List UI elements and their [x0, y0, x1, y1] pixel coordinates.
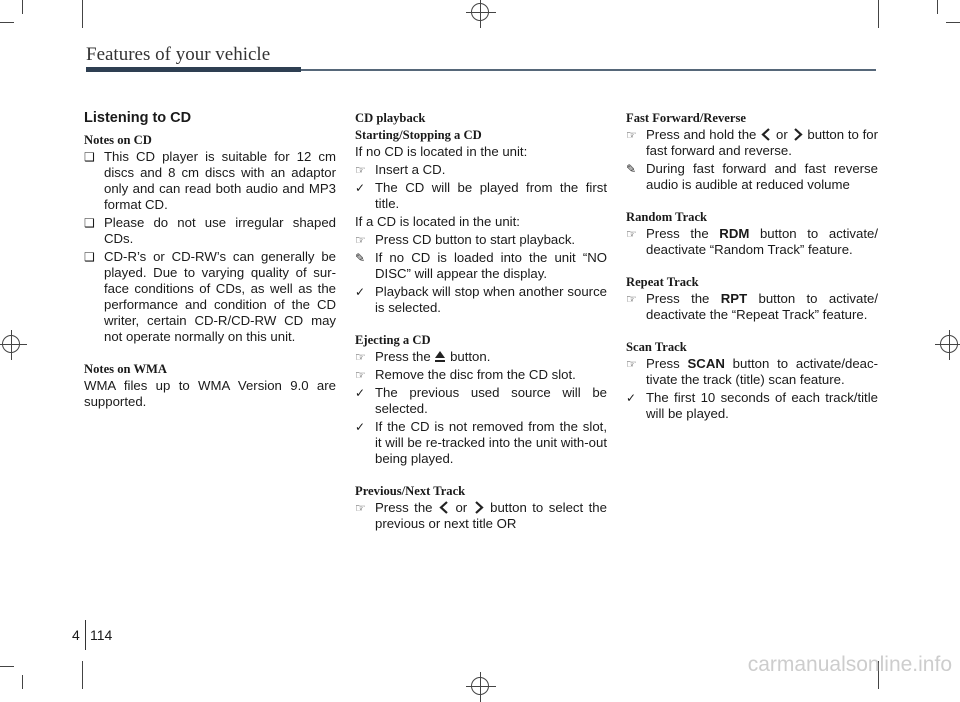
- chevron-left-icon: [438, 501, 450, 514]
- inline-text: Press the: [646, 226, 709, 241]
- inline-text: Press the: [375, 500, 433, 515]
- inline-text: Press the: [646, 291, 710, 306]
- chevron-right-icon: [792, 128, 804, 141]
- list-item: [355, 232, 607, 248]
- pointing-hand-icon: ☞: [626, 357, 637, 371]
- list-item-text: CD-R’s or CD-RW’s can generally be played. Due to varying quality of sur-face conditions of CDs, as well as the performance and condition of the CD writer, certain CD-R/CD-RW CD may not operate normally on this unit.: [104, 249, 336, 344]
- crop-mark: [82, 661, 83, 689]
- paragraph: WMA files up to WMA Version 9.0 are supported.: [84, 378, 336, 409]
- list-item: [84, 149, 336, 213]
- crop-mark: [0, 666, 14, 667]
- registration-mark: [940, 335, 958, 353]
- list-item-text: The CD will be played from the first title.: [375, 180, 607, 211]
- inline-text: Press the: [375, 349, 431, 364]
- list-item: [355, 250, 607, 282]
- crop-mark: [946, 22, 960, 23]
- checkbox-bullet-icon: ❑: [84, 250, 95, 264]
- list-item: [626, 390, 878, 422]
- check-icon: ✓: [626, 391, 637, 405]
- list-item: [355, 500, 607, 532]
- list-item-text: Please do not use irregular shaped CDs.: [104, 215, 336, 246]
- watermark: carmanualsonline.info: [747, 653, 952, 676]
- pointing-hand-icon: ☞: [626, 227, 637, 241]
- inline-text: button to select the previous or next title OR: [375, 500, 607, 531]
- inline-text: button to activate/ deactivate “Random Track” feature.: [646, 226, 878, 257]
- list-item-text: [375, 500, 607, 532]
- subheading-cd-playback: CD playback: [355, 111, 426, 125]
- header-rule: [86, 67, 301, 72]
- crop-mark: [878, 0, 879, 28]
- pointing-hand-icon: ☞: [355, 350, 366, 364]
- list-item: [626, 291, 878, 323]
- pointing-hand-icon: ☞: [355, 233, 366, 247]
- subheading-notes-wma: Notes on WMA: [84, 362, 168, 376]
- header-rule: [301, 69, 876, 71]
- list-item-text: Insert a CD.: [375, 162, 446, 177]
- list-item: [626, 356, 878, 388]
- pencil-note-icon: ✎: [355, 251, 366, 265]
- pointing-hand-icon: ☞: [626, 292, 637, 306]
- rpt-key-label: RPT: [720, 291, 748, 306]
- list-item-text: Press CD button to start playback.: [375, 232, 576, 247]
- subheading-ff-rev: Fast Forward/Reverse: [626, 111, 746, 125]
- column-left: [84, 110, 336, 412]
- list-item: [355, 284, 607, 316]
- list-item-text: Remove the disc from the CD slot.: [375, 367, 576, 382]
- chevron-right-icon: [473, 501, 485, 514]
- inline-text: or: [776, 127, 788, 142]
- check-icon: ✓: [355, 420, 366, 434]
- registration-mark: [2, 335, 20, 353]
- registration-mark: [471, 677, 489, 695]
- list-item-text: If the CD is not removed from the slot, it will be re-tracked into the unit with-out being played.: [375, 419, 607, 466]
- chevron-left-icon: [760, 128, 772, 141]
- list-item: [355, 162, 607, 178]
- list-item-text: [646, 127, 878, 159]
- column-right: [626, 110, 878, 424]
- checkbox-bullet-icon: ❑: [84, 150, 95, 164]
- eject-icon: [434, 350, 446, 363]
- list-item-text: [646, 356, 878, 388]
- list-item: [355, 180, 607, 212]
- list-item: [84, 215, 336, 247]
- chapter-number: 4: [72, 627, 80, 643]
- list-item-text: Playback will stop when another source is selected.: [375, 284, 607, 315]
- crop-mark: [22, 675, 23, 689]
- check-icon: ✓: [355, 181, 366, 195]
- subheading-random: Random Track: [626, 210, 708, 224]
- pointing-hand-icon: ☞: [355, 501, 366, 515]
- checkbox-bullet-icon: ❑: [84, 216, 95, 230]
- pencil-note-icon: ✎: [626, 162, 637, 176]
- pointing-hand-icon: ☞: [355, 368, 366, 382]
- list-item: [355, 367, 607, 383]
- list-item-text: If no CD is loaded into the unit “NO DISC” will appear the display.: [375, 250, 607, 281]
- section-heading: Listening to CD: [84, 110, 192, 126]
- subheading-prev-next: Previous/Next Track: [355, 484, 466, 498]
- list-item-text: The previous used source will be selected.: [375, 385, 607, 416]
- section-header-title: Features of your vehicle: [86, 44, 271, 65]
- list-item-text: [646, 226, 878, 258]
- crop-mark: [937, 0, 938, 14]
- scan-key-label: SCAN: [687, 356, 725, 371]
- subheading-start-stop: Starting/Stopping a CD: [355, 128, 482, 142]
- crop-mark: [0, 22, 14, 23]
- list-item-text: This CD player is suitable for 12 cm discs and 8 cm discs with an adaptor only and can read both audio and MP3 format CD.: [104, 149, 336, 212]
- rdm-key-label: RDM: [719, 226, 750, 241]
- list-item-text: During fast forward and fast reverse audio is audible at reduced volume: [646, 161, 878, 192]
- inline-text: button to activate/ deactivate the “Repeat Track” feature.: [646, 291, 878, 322]
- list-item-text: [375, 349, 607, 365]
- subheading-notes-cd: Notes on CD: [84, 133, 152, 147]
- crop-mark: [82, 0, 83, 28]
- inline-text: Press: [646, 356, 680, 371]
- list-item: [355, 349, 607, 365]
- footer-divider: [85, 620, 86, 650]
- subheading-scan: Scan Track: [626, 340, 687, 354]
- list-item: [626, 226, 878, 258]
- inline-text: button to activate/deac-tivate the track (title) scan feature.: [646, 356, 878, 387]
- list-item-text: The first 10 seconds of each track/title will be played.: [646, 390, 878, 421]
- inline-text: or: [455, 500, 468, 515]
- paragraph: If a CD is located in the unit:: [355, 214, 520, 229]
- page-number: 114: [90, 627, 113, 643]
- list-item: [84, 249, 336, 345]
- registration-mark: [471, 3, 489, 21]
- inline-text: Press and hold the: [646, 127, 757, 142]
- column-middle: [355, 110, 607, 534]
- subheading-repeat: Repeat Track: [626, 275, 699, 289]
- inline-text: button.: [450, 349, 491, 364]
- paragraph: If no CD is located in the unit:: [355, 144, 528, 159]
- inline-text: button to for fast forward and reverse.: [646, 127, 879, 158]
- list-item: [626, 127, 878, 159]
- list-item: [355, 385, 607, 417]
- check-icon: ✓: [355, 386, 366, 400]
- pointing-hand-icon: ☞: [355, 163, 366, 177]
- pointing-hand-icon: ☞: [626, 128, 637, 142]
- subheading-eject: Ejecting a CD: [355, 333, 431, 347]
- list-item: [626, 161, 878, 193]
- list-item: [355, 419, 607, 467]
- list-item-text: [646, 291, 878, 323]
- check-icon: ✓: [355, 285, 366, 299]
- crop-mark: [22, 0, 23, 14]
